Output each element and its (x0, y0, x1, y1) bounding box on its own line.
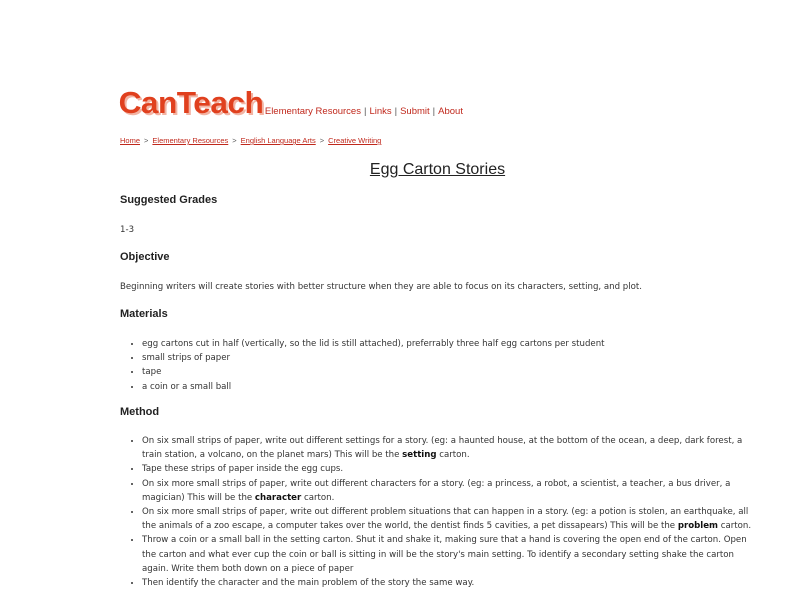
list-item: • Then identify the character and the main problem of the story the same way. (142, 576, 762, 590)
page-title: Egg Carton Stories (369, 161, 506, 178)
list-item: • On six more small strips of paper, write out different problem situations that can happen in a story. (eg: a potion is stolen, an earthquake, all the animals of a zoo escape, a computer takes over the world, the dentist finds 5 cavities, a pet dissapears) This will be the problem carton. (142, 505, 762, 533)
method-heading: Method (120, 406, 160, 418)
list-item: • tape (142, 365, 762, 379)
site-header (120, 86, 463, 120)
breadcrumb-elementary-resources[interactable]: Elementary Resources (152, 136, 229, 145)
list-item: • egg cartons cut in half (vertically, so the lid is still attached), preferrably three half egg cartons per student (142, 337, 762, 351)
materials-list (120, 337, 762, 394)
objective-text: Beginning writers will create stories with better structure when they are able to focus on its characters, setting, and plot. (120, 282, 642, 292)
nav-separator: | (394, 106, 398, 117)
materials-heading: Materials (120, 308, 168, 320)
breadcrumb-creative-writing[interactable]: Creative Writing (328, 136, 382, 145)
method-list (120, 434, 762, 590)
breadcrumb-english-language-arts[interactable]: English Language Arts (240, 136, 316, 145)
breadcrumb (120, 136, 381, 145)
grades-text: 1-3 (120, 225, 135, 235)
list-item: • On six more small strips of paper, write out different characters for a story. (eg: a princess, a robot, a scientist, a teacher, a bus driver, a magician) This will be the character carton. (142, 477, 762, 505)
nav-separator: | (432, 106, 436, 117)
page-title-wrap (120, 161, 740, 179)
list-item: • On six small strips of paper, write out different settings for a story. (eg: a haunted house, at the bottom of the ocean, a deep, dark forest, a train station, a volcano, on the planet mars) This will be the setting carton. (142, 434, 762, 462)
nav-separator: | (363, 106, 367, 117)
list-item: • Tape these strips of paper inside the egg cups. (142, 462, 762, 476)
list-item: • Throw a coin or a small ball in the setting carton. Shut it and shake it, making sure that a hand is covering the open end of the carton. Open the carton and what ever cup the coin or ball is sitting in will be the story's main setting. To identify a secondary setting shake the carton again. Write them both down on a piece of paper (142, 533, 762, 576)
nav-links[interactable]: Links (369, 106, 392, 117)
nav-about[interactable]: About (438, 106, 463, 117)
nav-submit[interactable]: Submit (400, 106, 430, 117)
breadcrumb-separator: > (319, 136, 325, 145)
breadcrumb-separator: > (232, 136, 237, 145)
list-item: • a coin or a small ball (142, 380, 762, 394)
breadcrumb-separator: > (144, 136, 149, 145)
nav-elementary-resources[interactable]: Elementary Resources (264, 106, 361, 117)
top-nav (265, 106, 463, 117)
list-item: • small strips of paper (142, 351, 762, 365)
objective-heading: Objective (120, 251, 170, 263)
grades-heading: Suggested Grades (120, 194, 218, 206)
canteach-logo[interactable]: CanTeach (118, 85, 264, 120)
breadcrumb-home[interactable]: Home (120, 136, 141, 145)
